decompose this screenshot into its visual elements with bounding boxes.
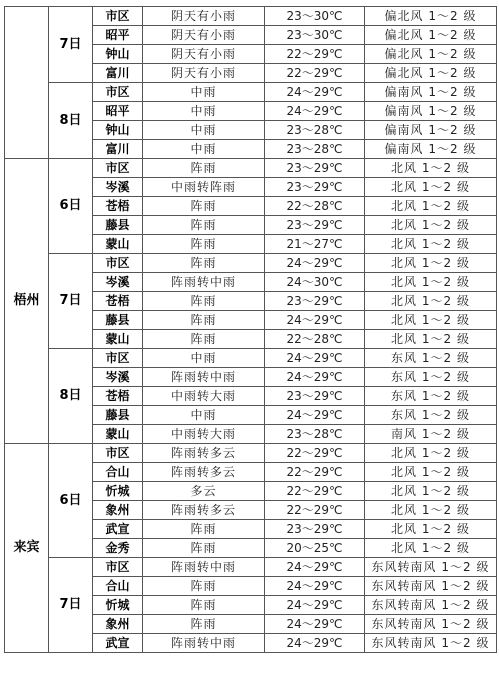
wind-cell: 北风 1～2 级: [365, 311, 497, 330]
place-cell: 金秀: [93, 539, 143, 558]
temperature-cell: 22～28℃: [265, 330, 365, 349]
temperature-cell: 23～28℃: [265, 425, 365, 444]
temperature-cell: 22～29℃: [265, 444, 365, 463]
weather-cell: 阵雨: [143, 311, 265, 330]
temperature-cell: 24～29℃: [265, 634, 365, 653]
wind-cell: 北风 1～2 级: [365, 254, 497, 273]
weather-cell: 阵雨: [143, 197, 265, 216]
weather-cell: 阵雨: [143, 292, 265, 311]
day-cell: 7日: [49, 558, 93, 653]
place-cell: 忻城: [93, 482, 143, 501]
forecast-table-body: [5, 7, 497, 653]
temperature-cell: 22～29℃: [265, 501, 365, 520]
place-cell: 藤县: [93, 311, 143, 330]
temperature-cell: 23～28℃: [265, 140, 365, 159]
wind-cell: 北风 1～2 级: [365, 197, 497, 216]
wind-cell: 北风 1～2 级: [365, 539, 497, 558]
weather-cell: 阵雨: [143, 520, 265, 539]
weather-cell: 中雨: [143, 140, 265, 159]
wind-cell: 北风 1～2 级: [365, 330, 497, 349]
place-cell: 岑溪: [93, 273, 143, 292]
wind-cell: 东风 1～2 级: [365, 406, 497, 425]
place-cell: 武宣: [93, 520, 143, 539]
weather-cell: 多云: [143, 482, 265, 501]
place-cell: 市区: [93, 7, 143, 26]
wind-cell: 东风转南风 1～2 级: [365, 615, 497, 634]
weather-cell: 阵雨: [143, 577, 265, 596]
table-row: [5, 444, 497, 463]
place-cell: 昭平: [93, 26, 143, 45]
wind-cell: 东风 1～2 级: [365, 349, 497, 368]
wind-cell: 东风转南风 1～2 级: [365, 577, 497, 596]
wind-cell: 北风 1～2 级: [365, 216, 497, 235]
place-cell: 合山: [93, 463, 143, 482]
wind-cell: 北风 1～2 级: [365, 520, 497, 539]
weather-cell: 中雨: [143, 349, 265, 368]
place-cell: 藤县: [93, 406, 143, 425]
temperature-cell: 24～30℃: [265, 273, 365, 292]
weather-cell: 阴天有小雨: [143, 7, 265, 26]
weather-cell: 阴天有小雨: [143, 26, 265, 45]
place-cell: 藤县: [93, 216, 143, 235]
table-row: [5, 7, 497, 26]
temperature-cell: 20～25℃: [265, 539, 365, 558]
temperature-cell: 24～29℃: [265, 558, 365, 577]
wind-cell: 偏南风 1～2 级: [365, 140, 497, 159]
wind-cell: 南风 1～2 级: [365, 425, 497, 444]
wind-cell: 北风 1～2 级: [365, 292, 497, 311]
weather-cell: 阵雨转多云: [143, 444, 265, 463]
weather-cell: 阵雨转中雨: [143, 368, 265, 387]
weather-cell: 阵雨: [143, 330, 265, 349]
weather-cell: 中雨: [143, 102, 265, 121]
wind-cell: 北风 1～2 级: [365, 178, 497, 197]
place-cell: 苍梧: [93, 387, 143, 406]
weather-cell: 中雨转阵雨: [143, 178, 265, 197]
weather-cell: 阵雨转中雨: [143, 273, 265, 292]
place-cell: 象州: [93, 501, 143, 520]
temperature-cell: 24～29℃: [265, 406, 365, 425]
place-cell: 钟山: [93, 45, 143, 64]
temperature-cell: 21～27℃: [265, 235, 365, 254]
wind-cell: 偏南风 1～2 级: [365, 102, 497, 121]
table-row: [5, 83, 497, 102]
place-cell: 武宣: [93, 634, 143, 653]
table-row: [5, 558, 497, 577]
place-cell: 蒙山: [93, 330, 143, 349]
place-cell: 钟山: [93, 121, 143, 140]
day-cell: 8日: [49, 349, 93, 444]
weather-cell: 阵雨: [143, 216, 265, 235]
weather-cell: 阵雨: [143, 539, 265, 558]
place-cell: 富川: [93, 140, 143, 159]
temperature-cell: 23～29℃: [265, 292, 365, 311]
day-cell: 8日: [49, 83, 93, 159]
temperature-cell: 24～29℃: [265, 577, 365, 596]
weather-cell: 阵雨: [143, 235, 265, 254]
table-row: [5, 349, 497, 368]
temperature-cell: 23～29℃: [265, 216, 365, 235]
wind-cell: 北风 1～2 级: [365, 235, 497, 254]
temperature-cell: 22～29℃: [265, 482, 365, 501]
place-cell: 岑溪: [93, 368, 143, 387]
temperature-cell: 23～29℃: [265, 178, 365, 197]
wind-cell: 东风 1～2 级: [365, 387, 497, 406]
place-cell: 市区: [93, 349, 143, 368]
wind-cell: 北风 1～2 级: [365, 463, 497, 482]
place-cell: 忻城: [93, 596, 143, 615]
place-cell: 市区: [93, 444, 143, 463]
temperature-cell: 23～29℃: [265, 387, 365, 406]
place-cell: 蒙山: [93, 425, 143, 444]
temperature-cell: 23～30℃: [265, 26, 365, 45]
forecast-table: [4, 6, 497, 653]
wind-cell: 北风 1～2 级: [365, 482, 497, 501]
temperature-cell: 24～29℃: [265, 596, 365, 615]
place-cell: 市区: [93, 558, 143, 577]
place-cell: 昭平: [93, 102, 143, 121]
wind-cell: 北风 1～2 级: [365, 501, 497, 520]
day-cell: 6日: [49, 444, 93, 558]
weather-cell: 阵雨: [143, 254, 265, 273]
temperature-cell: 24～29℃: [265, 102, 365, 121]
place-cell: 市区: [93, 83, 143, 102]
city-name-cell: 梧州: [5, 159, 49, 444]
weather-cell: 阵雨转中雨: [143, 558, 265, 577]
day-cell: 7日: [49, 254, 93, 349]
wind-cell: 北风 1～2 级: [365, 444, 497, 463]
weather-cell: 中雨: [143, 406, 265, 425]
weather-cell: 阵雨: [143, 596, 265, 615]
wind-cell: 北风 1～2 级: [365, 159, 497, 178]
wind-cell: 偏北风 1～2 级: [365, 7, 497, 26]
weather-cell: 阵雨转多云: [143, 501, 265, 520]
wind-cell: 东风 1～2 级: [365, 368, 497, 387]
temperature-cell: 24～29℃: [265, 311, 365, 330]
day-cell: 7日: [49, 7, 93, 83]
weather-cell: 中雨: [143, 83, 265, 102]
forecast-table-wrapper: [4, 6, 496, 653]
temperature-cell: 24～29℃: [265, 83, 365, 102]
day-cell: 6日: [49, 159, 93, 254]
wind-cell: 偏南风 1～2 级: [365, 83, 497, 102]
weather-cell: 中雨转大雨: [143, 387, 265, 406]
table-row: [5, 254, 497, 273]
weather-cell: 阵雨转中雨: [143, 634, 265, 653]
wind-cell: 东风转南风 1～2 级: [365, 634, 497, 653]
weather-cell: 阵雨: [143, 159, 265, 178]
wind-cell: 东风转南风 1～2 级: [365, 558, 497, 577]
weather-cell: 中雨: [143, 121, 265, 140]
table-row: [5, 159, 497, 178]
place-cell: 苍梧: [93, 292, 143, 311]
place-cell: 苍梧: [93, 197, 143, 216]
wind-cell: 北风 1～2 级: [365, 273, 497, 292]
wind-cell: 偏南风 1～2 级: [365, 121, 497, 140]
temperature-cell: 22～29℃: [265, 64, 365, 83]
city-name-cell: 来宾: [5, 444, 49, 653]
weather-cell: 中雨转大雨: [143, 425, 265, 444]
city-name-cell: [5, 7, 49, 159]
weather-cell: 阵雨转多云: [143, 463, 265, 482]
wind-cell: 东风转南风 1～2 级: [365, 596, 497, 615]
place-cell: 蒙山: [93, 235, 143, 254]
wind-cell: 偏北风 1～2 级: [365, 45, 497, 64]
temperature-cell: 24～29℃: [265, 368, 365, 387]
place-cell: 市区: [93, 254, 143, 273]
wind-cell: 偏北风 1～2 级: [365, 64, 497, 83]
temperature-cell: 24～29℃: [265, 615, 365, 634]
weather-cell: 阵雨: [143, 615, 265, 634]
temperature-cell: 23～29℃: [265, 520, 365, 539]
wind-cell: 偏北风 1～2 级: [365, 26, 497, 45]
temperature-cell: 24～29℃: [265, 349, 365, 368]
temperature-cell: 23～30℃: [265, 7, 365, 26]
place-cell: 市区: [93, 159, 143, 178]
temperature-cell: 24～29℃: [265, 254, 365, 273]
weather-cell: 阴天有小雨: [143, 45, 265, 64]
place-cell: 岑溪: [93, 178, 143, 197]
temperature-cell: 22～28℃: [265, 197, 365, 216]
temperature-cell: 23～29℃: [265, 159, 365, 178]
temperature-cell: 22～29℃: [265, 463, 365, 482]
place-cell: 合山: [93, 577, 143, 596]
temperature-cell: 23～28℃: [265, 121, 365, 140]
place-cell: 象州: [93, 615, 143, 634]
weather-cell: 阴天有小雨: [143, 64, 265, 83]
place-cell: 富川: [93, 64, 143, 83]
temperature-cell: 22～29℃: [265, 45, 365, 64]
